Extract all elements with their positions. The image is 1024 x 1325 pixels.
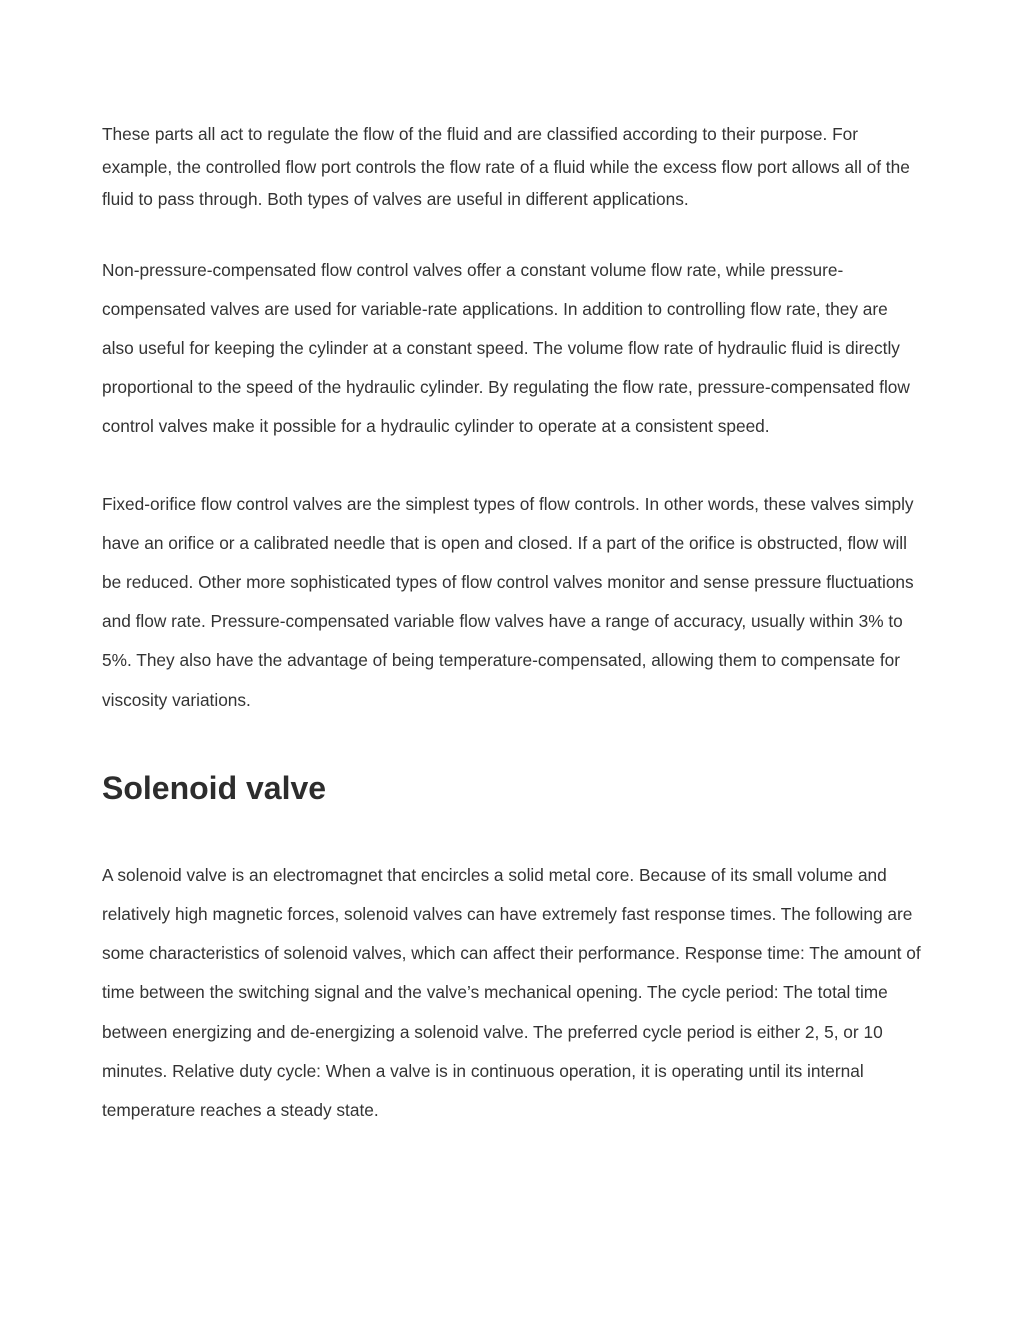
section-heading: Solenoid valve <box>102 769 327 806</box>
paragraph-fixed-orifice: Fixed-orifice flow control valves are the simplest types of flow controls. In other words, these valves simply have an orifice or a calibrated needle that is open and closed. If a part of the orifice is obstructed, flow will be reduced. Other more sophisticated types of flow control valves monitor and sense pressure fluctuations and flow rate. Pressure-compensated variable flow valves have a range of accuracy, usually within 3% to 5%. They also have the advantage of being temperature-compensated, allowing them to compensate for viscosity variations. <box>102 493 914 710</box>
paragraph-solenoid-valve: A solenoid valve is an electromagnet that encircles a solid metal core. Because of its small volume and relatively high magnetic forces, solenoid valves can have extremely fast response times. The following are some characteristics of solenoid valves, which can affect their performance. Response time: The amount of time between the switching signal and the valve’s mechanical opening. The cycle period: The total time between energizing and de-energizing a solenoid valve. The preferred cycle period is either 2, 5, or 10 minutes. Relative duty cycle: When a valve is in continuous operation, it is operating until its internal temperature reaches a steady state. <box>102 864 921 1120</box>
paragraph-pressure-compensation: Non-pressure-compensated flow control valves offer a constant volume flow rate, while pressure-compensated valves are used for variable-rate applications. In addition to controlling flow rate, they are also useful for keeping the cylinder at a constant speed. The volume flow rate of hydraulic fluid is directly proportional to the speed of the hydraulic cylinder. By regulating the flow rate, pressure-compensated flow control valves make it possible for a hydraulic cylinder to operate at a consistent speed. <box>102 259 910 437</box>
document-page <box>102 118 922 1130</box>
paragraph-flow-ports: These parts all act to regulate the flow of the fluid and are classified according to their purpose. For example, the controlled flow port controls the flow rate of a fluid while the excess flow port allows all of the fluid to pass through. Both types of valves are useful in different applications. <box>102 124 910 209</box>
